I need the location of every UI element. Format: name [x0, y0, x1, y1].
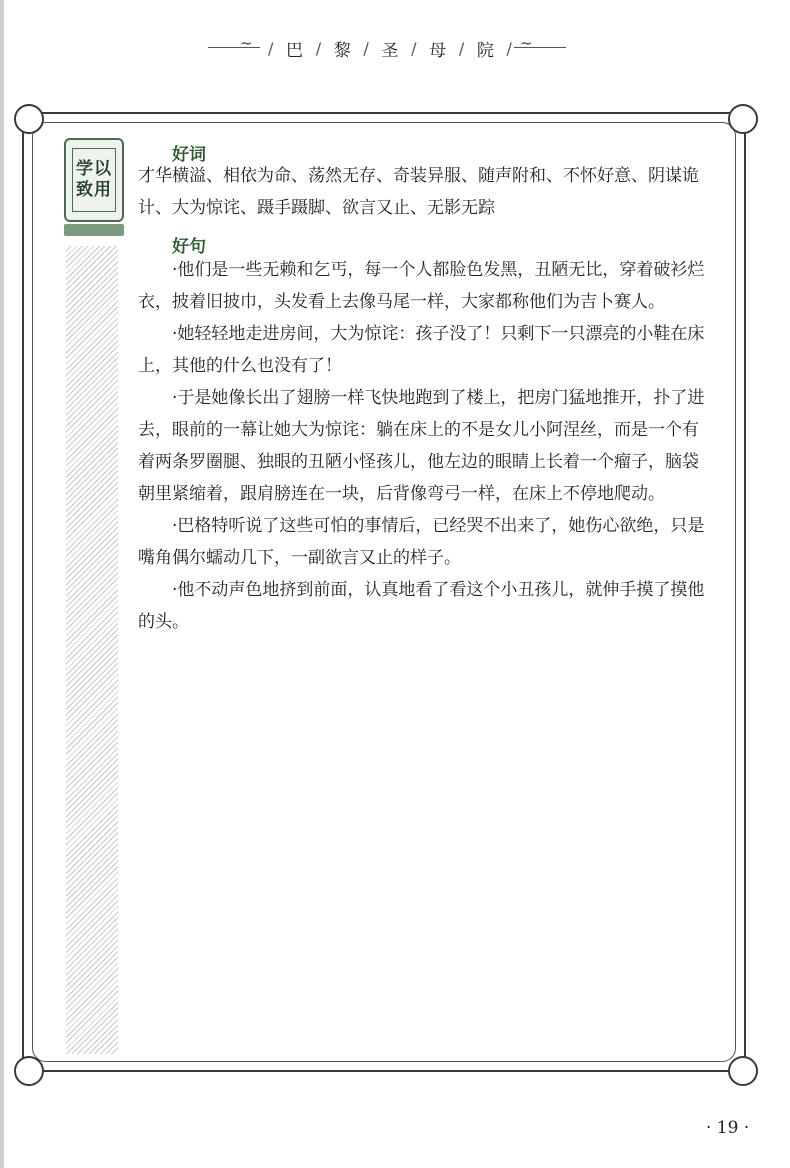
title-char: 母	[429, 41, 447, 61]
decorative-hatch-strip	[66, 246, 118, 1054]
sentence-item: ·他不动声色地挤到前面，认真地看了看这个小丑孩儿，就伸手摸了摸他的头。	[138, 580, 705, 632]
good-words-text: 才华横溢、相依为命、荡然无存、奇装异服、随声附和、不怀好意、阴谋诡计、大为惊诧、蹑手蹑脚、欲言又止、无影无踪	[138, 166, 699, 218]
running-header	[0, 30, 790, 66]
sentence-item: ·巴格特听说了这些可怕的事情后，已经哭不出来了，她伤心欲绝，只是嘴角偶尔蠕动几下，一副欲言又止的样子。	[138, 516, 705, 568]
page-edge-shadow	[0, 0, 4, 1168]
good-sentences-block	[138, 254, 710, 638]
frame-corner-ornament	[728, 1056, 758, 1086]
sentence-item: ·他们是一些无赖和乞丐，每一个人都脸色发黑，丑陋无比，穿着破衫烂衣，披着旧披巾，头发看上去像马尾一样，大家都称他们为吉卜赛人。	[138, 260, 705, 312]
title-char: 院	[476, 41, 494, 61]
sentence-item: ·她轻轻地走进房间，大为惊诧：孩子没了！只剩下一只漂亮的小鞋在床上，其他的什么也没有了！	[138, 324, 705, 376]
title-separator: /	[411, 39, 417, 58]
title-separator: /	[458, 39, 465, 58]
badge-ribbon	[64, 224, 124, 236]
frame-corner-ornament	[728, 104, 758, 134]
header-ornament-left: ~	[240, 34, 253, 52]
header-ornament-right: ~	[520, 34, 533, 52]
sentence-item: ·于是她像长出了翅膀一样飞快地跑到了楼上，把房门猛地推开，扑了进去，眼前的一幕让她大为惊诧：躺在床上的不是女儿小阿涅丝，而是一个有着两条罗圈腿、独眼的丑陋小怪孩儿，他左边的眼睛上长着一个瘤子，脑袋朝里紧缩着，跟肩膀连在一块，后背像弯弓一样，在床上不停地爬动。	[138, 388, 705, 504]
title-char: 黎	[333, 41, 351, 61]
badge-label-box	[72, 148, 116, 212]
good-words-block	[138, 160, 710, 224]
title-separator: /	[506, 39, 512, 58]
badge-line-2: 致用	[76, 180, 112, 200]
frame-corner-ornament	[14, 1056, 44, 1086]
book-title	[268, 36, 512, 61]
title-char: 圣	[381, 41, 399, 61]
page-number: · 19 ·	[706, 1118, 750, 1138]
title-char: 巴	[286, 41, 304, 61]
title-separator: /	[268, 39, 274, 58]
good-sentences-title: 好句	[172, 237, 206, 257]
good-words-title: 好词	[172, 145, 206, 165]
title-separator: /	[315, 39, 322, 58]
section-badge	[64, 138, 124, 222]
title-separator: /	[363, 39, 369, 58]
frame-corner-ornament	[14, 104, 44, 134]
badge-line-1: 学以	[76, 159, 112, 179]
